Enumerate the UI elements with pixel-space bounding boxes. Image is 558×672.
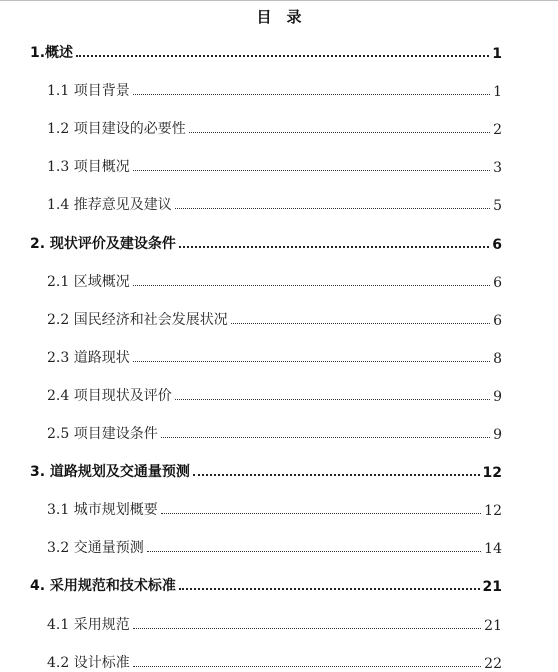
toc-leader-dots: [179, 587, 480, 590]
toc-entry-label: 1.1 项目背景: [47, 83, 130, 99]
toc-entry[interactable]: [47, 190, 502, 214]
toc-entry[interactable]: [30, 229, 502, 253]
toc-entry-page: 3: [493, 160, 502, 176]
toc-leader-dots: [133, 627, 481, 629]
toc-entry-label: 1.4 推荐意见及建议: [47, 197, 172, 213]
toc-leader-dots: [179, 245, 489, 248]
toc-leader-dots: [147, 550, 481, 552]
toc-entry-label: 1.2 项目建设的必要性: [47, 121, 186, 137]
toc-entry[interactable]: [47, 114, 502, 138]
toc-entry-label: 4. 采用规范和技术标准: [30, 578, 176, 594]
toc-entry[interactable]: [47, 495, 502, 519]
toc-entry-page: 6: [493, 313, 502, 329]
toc-entry[interactable]: [47, 267, 502, 291]
toc-entry-label: 4.1 采用规范: [47, 617, 130, 633]
toc-entry-label: 1.3 项目概况: [47, 159, 130, 175]
toc-entry-page: 12: [484, 503, 502, 519]
toc-entry-label: 2.1 区域概况: [47, 274, 130, 290]
toc-entry-page: 14: [484, 541, 502, 557]
toc-entry[interactable]: [47, 152, 502, 176]
toc-leader-dots: [189, 131, 490, 133]
toc-entry[interactable]: [30, 571, 502, 595]
toc-leader-dots: [133, 284, 490, 286]
toc-entry-label: 3.2 交通量预测: [47, 540, 144, 556]
toc-entry-page: 8: [493, 351, 502, 367]
toc-entry-page: 9: [493, 427, 502, 443]
toc-entry-label: 3. 道路规划及交通量预测: [30, 464, 190, 480]
toc-entry[interactable]: [30, 457, 502, 481]
toc-entry-page: 22: [484, 656, 502, 672]
toc-entry-label: 1.概述: [30, 45, 74, 61]
toc-entry-label: 2.2 国民经济和社会发展状况: [47, 312, 228, 328]
toc-entry-page: 1: [493, 84, 502, 100]
toc-entry-label: 2. 现状评价及建设条件: [30, 236, 176, 252]
toc-entry-page: 2: [493, 122, 502, 138]
toc-leader-dots: [161, 512, 481, 514]
toc-leader-dots: [231, 322, 490, 324]
toc-entry-page: 6: [493, 275, 502, 291]
toc-entry-page: 12: [482, 465, 502, 481]
toc-entry-page: 21: [484, 618, 502, 634]
toc-leader-dots: [161, 436, 490, 438]
toc-entry[interactable]: [47, 381, 502, 405]
toc-entry-label: 2.5 项目建设条件: [47, 426, 158, 442]
toc-entry[interactable]: [47, 648, 502, 672]
toc-leader-dots: [133, 665, 481, 667]
toc-leader-dots: [133, 169, 490, 171]
toc-leader-dots: [193, 473, 480, 476]
toc-leader-dots: [175, 207, 490, 209]
page-top-border: [0, 0, 558, 1]
toc-entry-label: 4.2 设计标准: [47, 655, 130, 671]
toc-entry[interactable]: [47, 610, 502, 634]
toc-entry-label: 3.1 城市规划概要: [47, 502, 158, 518]
toc-leader-dots: [175, 398, 490, 400]
toc-leader-dots: [133, 93, 490, 95]
toc-entry[interactable]: [47, 343, 502, 367]
toc-entry[interactable]: [30, 38, 502, 62]
toc-entry[interactable]: [47, 76, 502, 100]
toc-leader-dots: [133, 360, 490, 362]
toc-entry[interactable]: [47, 305, 502, 329]
toc-entry-label: 2.3 道路现状: [47, 350, 130, 366]
toc-entry-page: 5: [493, 198, 502, 214]
toc-title: 目 录: [256, 8, 302, 26]
toc-entry[interactable]: [47, 533, 502, 557]
toc-entry-label: 2.4 项目现状及评价: [47, 388, 172, 404]
toc-entry-page: 21: [482, 579, 502, 595]
toc-entry-page: 9: [493, 389, 502, 405]
toc-entry-page: 1: [492, 46, 502, 62]
toc-leader-dots: [76, 54, 489, 57]
toc-entry[interactable]: [47, 419, 502, 443]
toc-entry-page: 6: [492, 237, 502, 253]
